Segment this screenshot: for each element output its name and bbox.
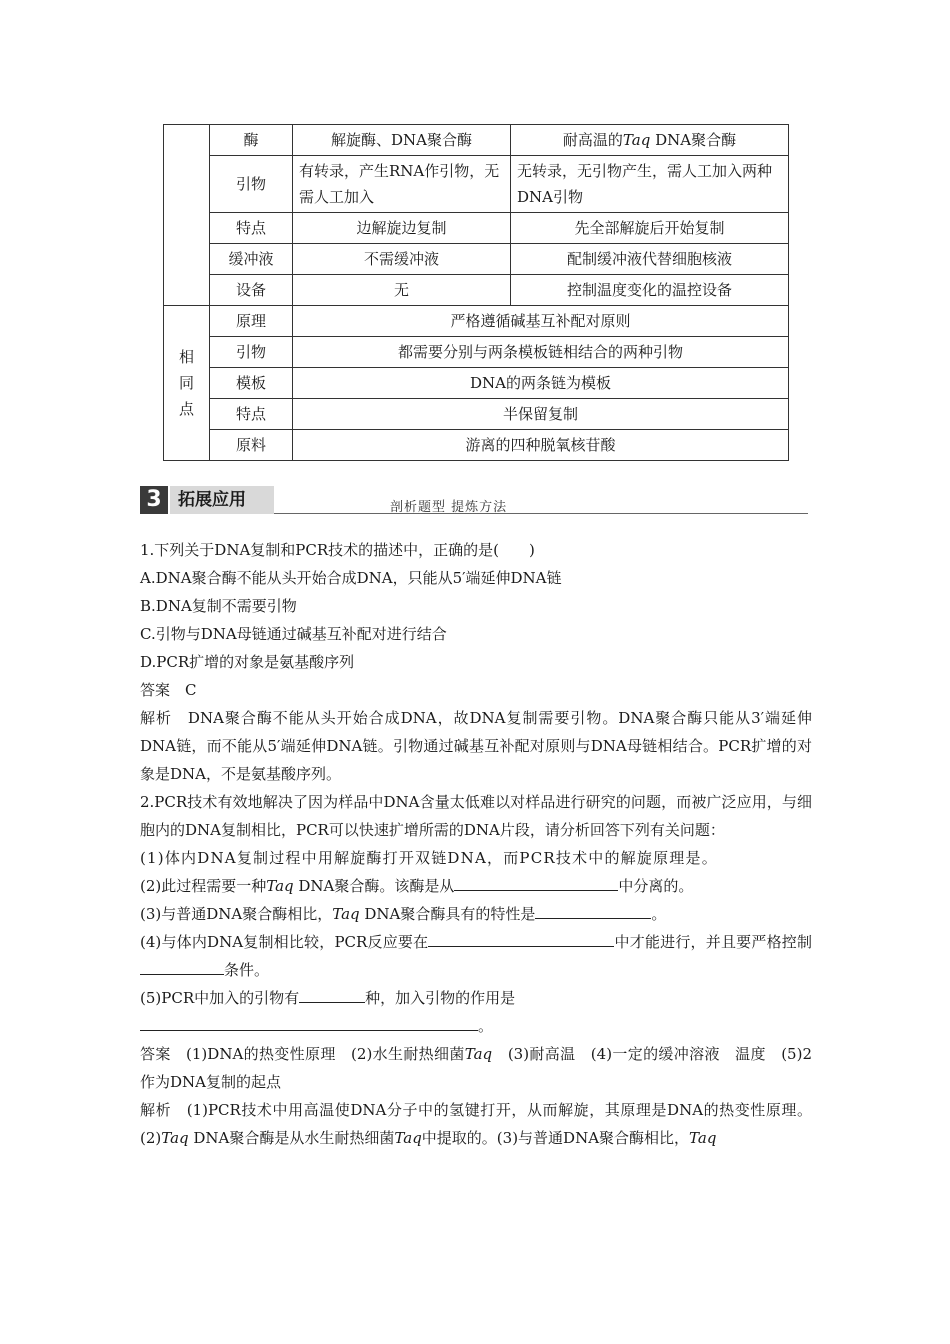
diff-group-cell [164,125,210,306]
q1-option-a: A.DNA聚合酶不能从头开始合成DNA，只能从5′端延伸DNA链 [140,569,562,587]
text: 解析 (1)PCR技术中用高温使DNA分子中的氢键打开，从而解旋，其原理是DNA的热变性原理。(2) [140,1101,812,1147]
cell-invivo: 无 [293,275,511,306]
q1-analysis: 解析 DNA聚合酶不能从头开始合成DNA，故DNA复制需要引物。DNA聚合酶只能从3′端延伸DNA链，而不能从5′端延伸DNA链。引物通过碱基互补配对原则与DNA母链相结合。PCR扩增的对象是DNA，不是氨基酸序列。 [140,709,812,783]
cell-invivo: 有转录，产生RNA作引物，无需人工加入 [293,156,511,213]
taq-italic: Taq [622,131,651,149]
q2-analysis [140,1096,812,1152]
taq-italic: Taq [332,905,360,923]
table-row [164,125,789,156]
taq-italic: Taq [689,1129,717,1147]
cell-invivo: 边解旋边复制 [293,213,511,244]
row-label: 缓冲液 [210,244,293,275]
row-label: 原理 [210,306,293,337]
q1-option-c: C.引物与DNA母链通过碱基互补配对进行结合 [140,625,447,643]
table-row [164,306,789,337]
q2-stem: 2.PCR技术有效地解决了因为样品中DNA含量太低难以对样品进行研究的问题，而被广泛应用，与细胞内的DNA复制相比，PCR可以快速扩增所需的DNA片段，请分析回答下列有关问题： [140,793,812,839]
row-label: 引物 [210,156,293,213]
q2-answer [140,1040,828,1096]
q1-stem: 1.下列关于DNA复制和PCR技术的描述中，正确的是( ) [140,541,535,559]
q2-sub3 [140,900,812,928]
comparison-table [163,124,789,461]
q2-sub1 [140,844,812,872]
row-label: 特点 [210,213,293,244]
answer-blank[interactable] [299,984,365,1003]
section-title: 拓展应用 [170,486,274,514]
section-number: 3 [140,486,168,514]
text: DNA聚合酶是从水生耐热细菌 [188,1129,395,1147]
cell-text: DNA聚合酶 [650,131,737,149]
table-row [164,399,789,430]
section-divider [274,513,808,514]
cell-same: 都需要分别与两条模板链相结合的两种引物 [293,337,789,368]
group-char: 同 [178,374,194,392]
row-label: 设备 [210,275,293,306]
text: (3)与普通DNA聚合酶相比， [140,905,333,923]
row-label: 模板 [210,368,293,399]
text: 。 [651,905,667,923]
text: 中才能进行，并且要严格控制 [614,933,812,951]
cell-invivo: 不需缓冲液 [293,244,511,275]
text: 种，加入引物的作用是 [365,989,516,1007]
table-row [164,213,789,244]
row-label: 引物 [210,337,293,368]
cell-text: 耐高温的 [562,131,623,149]
cell-same: 严格遵循碱基互补配对原则 [293,306,789,337]
cell-pcr: 先全部解旋后开始复制 [511,213,789,244]
table-row [164,337,789,368]
table-row [164,275,789,306]
text: 中提取的。(3)与普通DNA聚合酶相比， [421,1129,690,1147]
taq-italic: Taq [394,1129,422,1147]
answer-blank[interactable] [535,900,651,919]
answer-blank[interactable] [454,872,618,891]
row-label: 特点 [210,399,293,430]
text: 。 [478,1017,494,1035]
q1-answer: 答案 C [140,681,197,699]
table-row [164,244,789,275]
cell-pcr: 控制温度变化的温控设备 [511,275,789,306]
answer-blank[interactable] [140,956,224,975]
cell-same: 游离的四种脱氧核苷酸 [293,430,789,461]
text: DNA聚合酶。该酶是从 [293,877,455,895]
q1-option-d: D.PCR扩增的对象是氨基酸序列 [140,653,355,671]
cell-invivo: 解旋酶、DNA聚合酶 [293,125,511,156]
table-row [164,156,789,213]
text: 。 [701,849,718,867]
taq-italic: Taq [266,877,294,895]
row-label: 酶 [210,125,293,156]
q2-sub4 [140,928,812,984]
text: (2)此过程需要一种 [140,877,267,895]
taq-italic: Taq [464,1045,493,1063]
row-label: 原料 [210,430,293,461]
section-subtitle: 剖析题型 提炼方法 [390,500,508,515]
q2-sub5 [140,984,812,1012]
text: 中分离的。 [618,877,694,895]
same-group-cell [164,306,210,461]
group-char: 相 [178,348,194,366]
question-content [140,536,828,1152]
text: (3)耐高温 (4)一定的缓冲溶液 温度 (5)2 作为DNA复制的起点 [140,1045,828,1091]
taq-italic: Taq [161,1129,189,1147]
text: (4)与体内DNA复制相比较，PCR反应要在 [140,933,429,951]
q1-option-b: B.DNA复制不需要引物 [140,597,297,615]
text: (1)体内DNA复制过程中用解旋酶打开双链DNA，而PCR技术中的解旋原理是 [140,849,702,867]
text: (5)PCR中加入的引物有 [140,989,300,1007]
answer-blank[interactable] [140,1012,478,1031]
group-char: 点 [178,400,194,418]
cell-same: 半保留复制 [293,399,789,430]
answer-blank[interactable] [428,928,614,947]
q2-sub5-line [140,1012,812,1040]
cell-pcr: 无转录，无引物产生，需人工加入两种DNA引物 [511,156,789,213]
cell-pcr: 配制缓冲液代替细胞核液 [511,244,789,275]
text: 条件。 [224,961,270,979]
cell-same: DNA的两条链为模板 [293,368,789,399]
table-row [164,430,789,461]
table-row [164,368,789,399]
q2-sub2 [140,872,812,900]
text: 答案 (1)DNA的热变性原理 (2)水生耐热细菌 [140,1045,465,1063]
section-header [140,486,808,514]
text: DNA聚合酶具有的特性是 [359,905,536,923]
cell-pcr [511,125,789,156]
